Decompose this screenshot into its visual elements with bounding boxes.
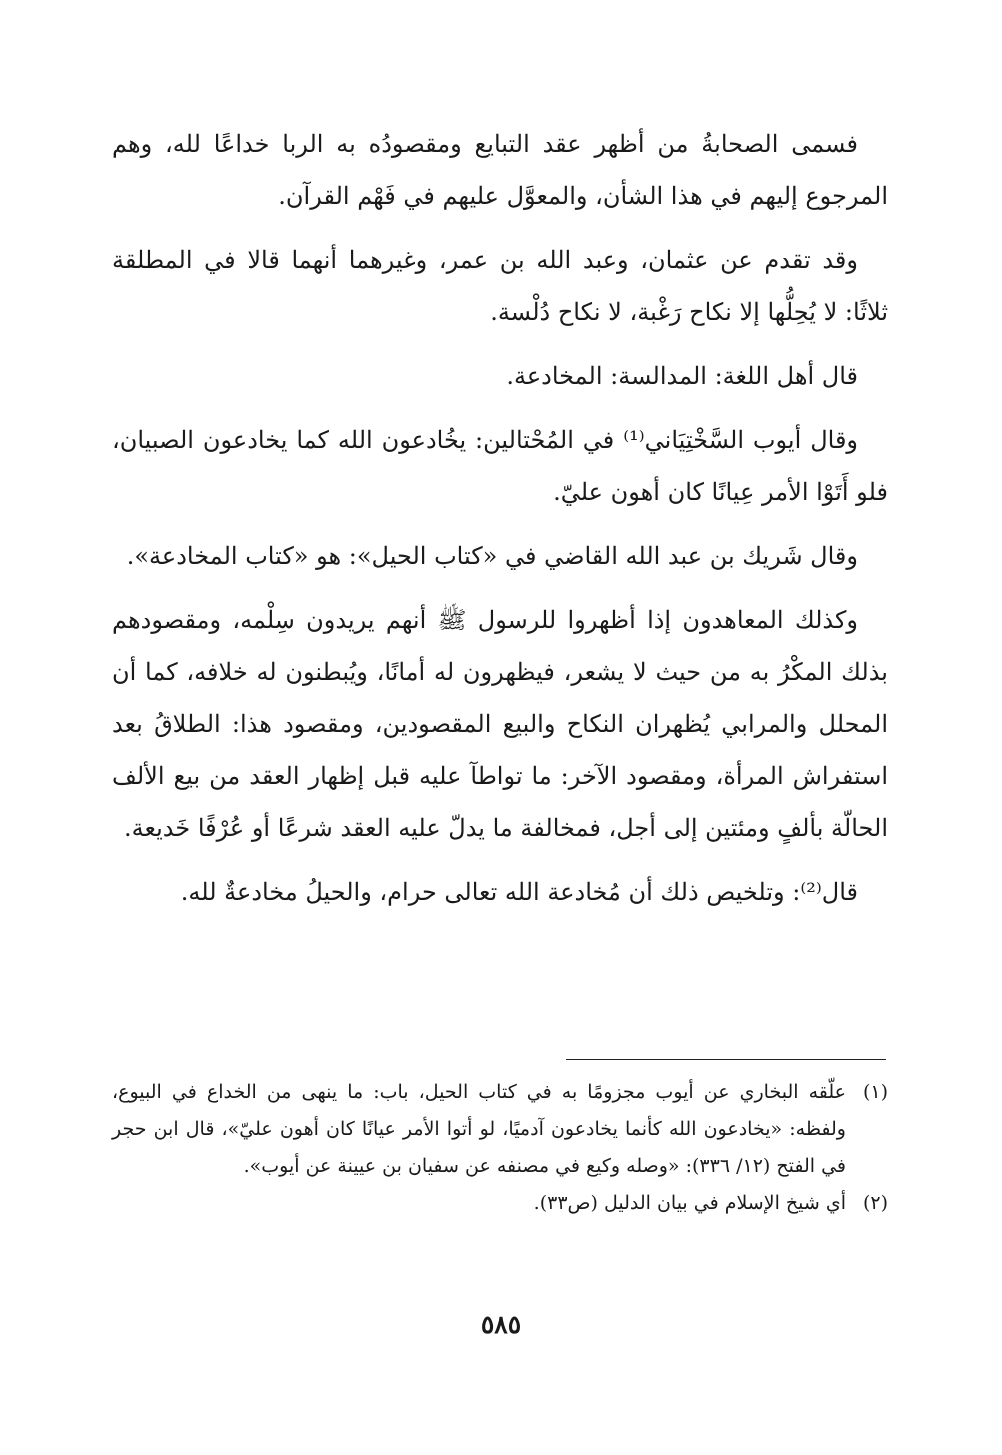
paragraph-1: فسمى الصحابةُ من أظهر عقد التبايع ومقصودُه به الربا خداعًا لله، وهم المرجوع إليهم في هذا الشأن، والمعوَّل عليهم في فَهْم القرآن. (112, 130, 888, 210)
paragraph-3: قال أهل اللغة: المدالسة: المخادعة. (506, 362, 858, 390)
paragraph-7: قال⁽²⁾: وتلخيص ذلك أن مُخادعة الله تعالى حرام، والحيلُ مخادعةٌ لله. (180, 878, 858, 906)
paragraph-4: وقال أيوب السَّخْتِيَاني⁽¹⁾ في المُحْتالين: يخُادعون الله كما يخادعون الصبيان، فلو أَتَوْا الأمر عِيانًا كان أهون عليّ. (112, 426, 888, 506)
footnote-2 (112, 1185, 888, 1222)
footnote-number: (٢) (862, 1192, 888, 1214)
page-number: ٥٨٥ (480, 1310, 522, 1339)
paragraph-2: وقد تقدم عن عثمان، وعبد الله بن عمر، وغيرهما أنهما قالا في المطلقة ثلاثًا: لا يُحِلُّها إلا نكاح رَغْبة، لا نكاح دُلْسة. (112, 246, 888, 326)
footnote-1 (112, 1074, 888, 1185)
footnotes (112, 1074, 888, 1222)
paragraph-5: وقال شَريك بن عبد الله القاضي في «كتاب الحيل»: هو «كتاب المخادعة». (126, 542, 858, 570)
footnote-separator (566, 1059, 886, 1060)
paragraph-6: وكذلك المعاهدون إذا أظهروا للرسول ﷺ أنهم يريدون سِلْمه، ومقصودهم بذلك المكْرُ به من حيث لا يشعر، فيظهرون له أمانًا، ويُبطنون له خلافه، كما أن المحلل والمرابي يُظهران النكاح والبيع المقصودين، ومقصود هذا: الطلاقُ بعد استفراش المرأة، ومقصود الآخر: ما تواطآ عليه قبل إظهار العقد من بيع الألف الحالّة بألفٍ ومئتين إلى أجل، فمخالفة ما يدلّ عليه العقد شرعًا أو عُرْفًا خَديعة. (112, 606, 888, 842)
footnote-text: أي شيخ الإسلام في بيان الدليل (ص٣٣). (533, 1192, 846, 1214)
main-text (112, 118, 888, 930)
footnote-number: (١) (862, 1081, 888, 1103)
footnote-text: علّقه البخاري عن أيوب مجزومًا به في كتاب الحيل، باب: ما ينهى من الخداع في البيوع، ولفظه: «يخادعون الله كأنما يخادعون آدميًا، لو أتوا الأمر عيانًا كان أهون عليّ»، قال ابن حجر في الفتح (١٢/ ٣٣٦): «وصله وكيع في مصنفه عن سفيان بن عيينة عن أيوب». (112, 1081, 846, 1177)
